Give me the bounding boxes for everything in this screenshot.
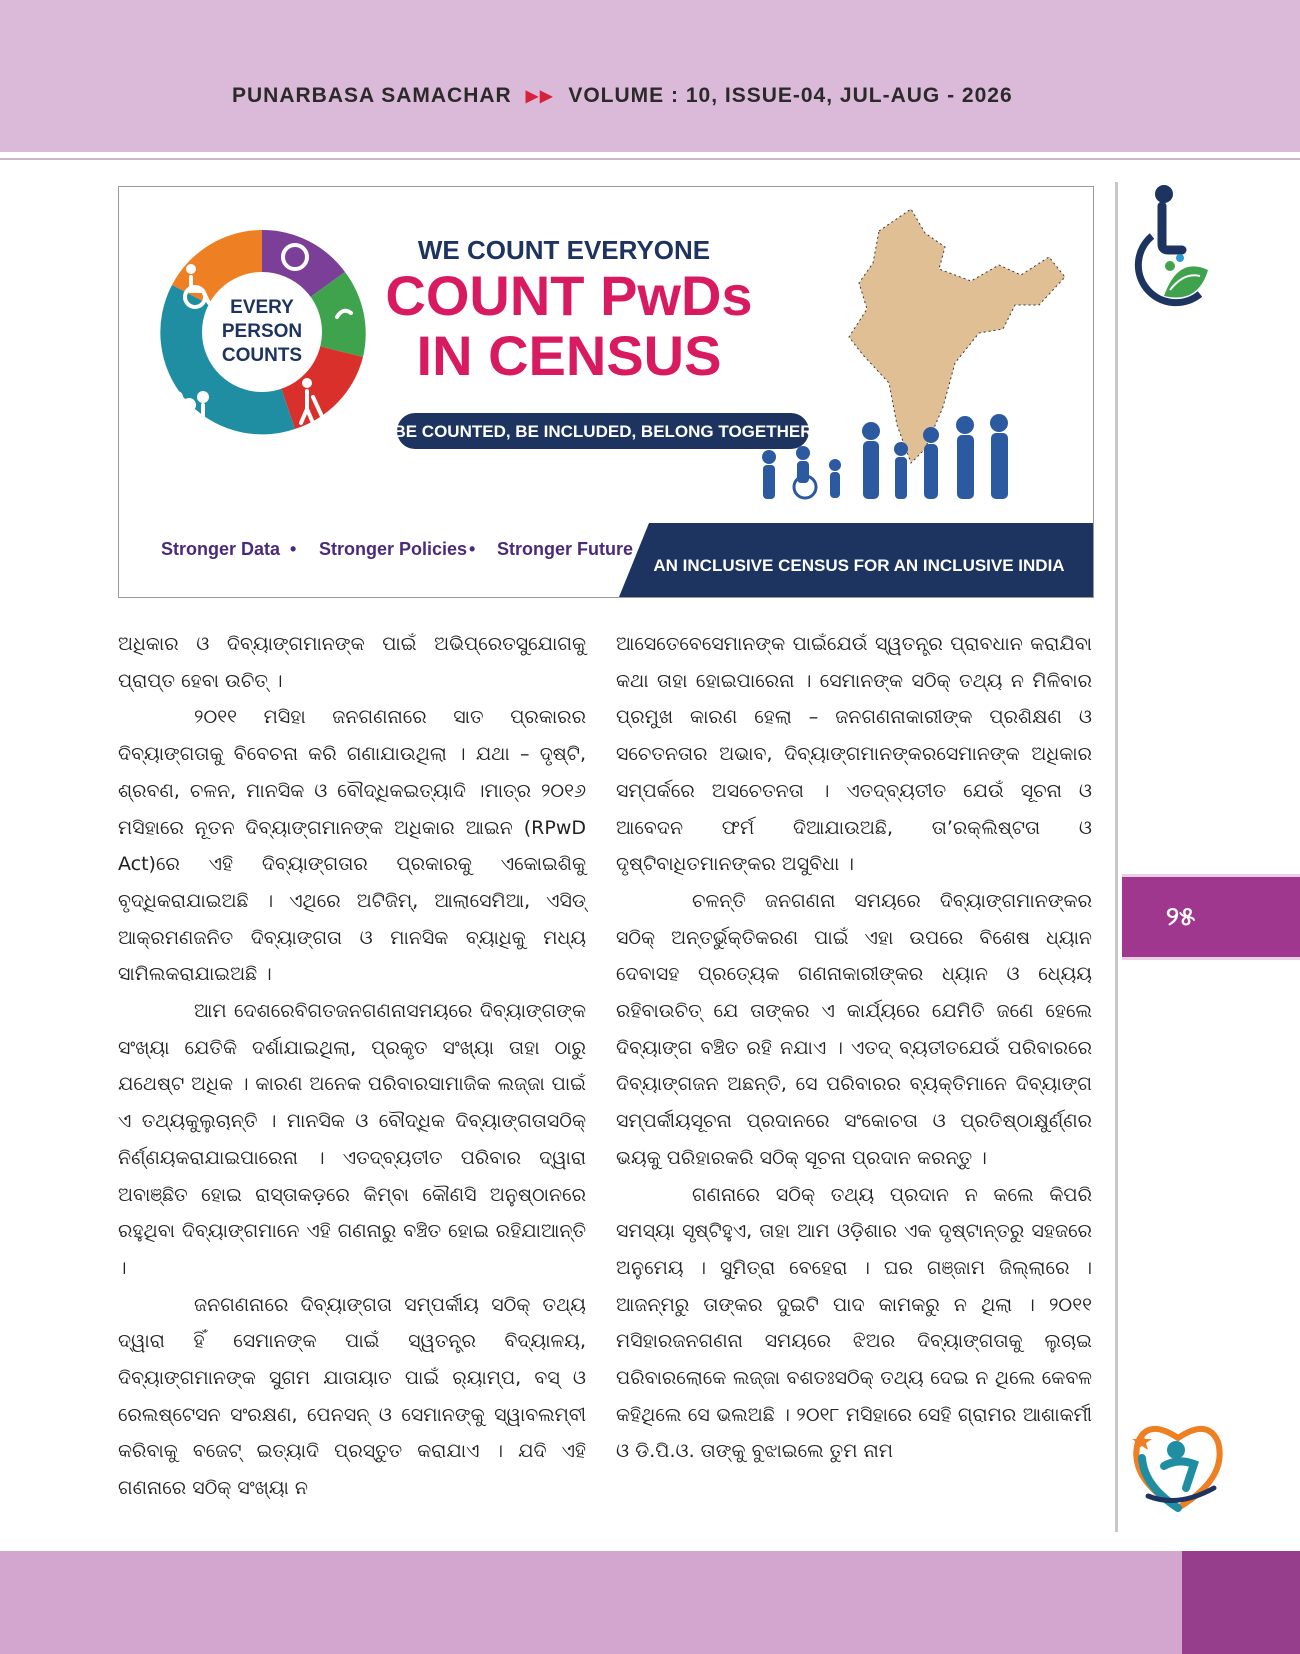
paragraph: ଆସେତେବେସେମାନଙ୍କ ପାଇଁଯେଉଁ ସ୍ୱତନ୍ତ୍ର ପ୍ରାବଧାନ କରାଯିବା କଥା ତାହା ହୋଇପାରେନା । ସେମାନଙ୍କ ସଠିକ୍ ତଥ୍ୟ ନ ମିଳିବାର ପ୍ରମୁଖ କାରଣ ହେଲା – ଜନଗଣନାକାରୀଙ୍କ ପ୍ରଶିକ୍ଷଣ ଓ ସଚେତନତାର ଅଭାବ, ଦିବ୍ୟାଙ୍ଗମାନଙ୍କରସେମାନଙ୍କ ଅଧିକାର ସମ୍ପର୍କରେ ଅସଚେତନତା । ଏତଦ୍‌ବ୍ୟତୀତ ଯେଉଁ ସୂଚନା ଓ ଆବେଦନ ଫର୍ମ ଦିଆଯାଉଅଛି, ତା’ରକ୍ଲିଷ୍ଟତା ଓ ଦୃଷ୍ଟିବାଧିତମାନଙ୍କର ଅସୁବିଧା । (616, 633, 1092, 876)
article-left-column (118, 626, 586, 1507)
disability-logo-icon (1134, 184, 1216, 324)
banner-tag-data: Stronger Data (161, 539, 281, 559)
header-divider (0, 152, 1300, 160)
banner-bullet-2: • (469, 539, 476, 559)
banner-headline-line2: IN CENSUS (416, 324, 722, 387)
inclusion-logo-icon (1128, 1408, 1228, 1516)
paragraph: ୨୦୧୧ ମସିହା ଜନଗଣନାରେ ସାତ ପ୍ରକାରର ଦିବ୍ୟାଙ୍ଗତାକୁ ବିବେଚନା କରି ଗଣାଯାଉଥିଲା । ଯଥା – ଦୃଷ୍ଟି, ଶ୍ରବଣ, ଚଳନ, ମାନସିକ ଓ ବୌଦ୍ଧିକଇତ୍ୟାଦି ।ମାତ୍ର ୨୦୧୬ ମସିହାରେ ନୂତନ ଦିବ୍ୟାଙ୍ଗମାନଙ୍କ ଅଧିକାର ଆଇନ (RPwD Act)ରେ ଏହି ଦିବ୍ୟାଙ୍ଗତାର ପ୍ରକାରକୁ ଏକୋଇଶିକୁ ବୃଦ୍ଧିକରାଯାଇଅଛି । ଏଥିରେ ଅଟିଜିମ୍, ଆଲାସେମିଆ, ଏସିଡ୍ ଆକ୍ରମଣଜନିତ ଦିବ୍ୟାଙ୍ଗତା ଓ ମାନସିକ ବ୍ୟାଧିକୁ ମଧ୍ୟ ସାମିଲକରାଯାଇଅଛି । (118, 706, 586, 986)
banner-tag-future: Stronger Future (497, 539, 634, 559)
banner-tag-policies: Stronger Policies (319, 539, 468, 559)
issue-info: VOLUME : 10, ISSUE-04, JUL-AUG - 2026 (568, 84, 1013, 107)
running-header (232, 84, 1013, 108)
page-header (0, 0, 1300, 152)
page-footer-accent (1182, 1551, 1300, 1654)
publication-name: PUNARBASA SAMACHAR (232, 84, 512, 107)
banner-pill: BE COUNTED, BE INCLUDED, BELONG TOGETHER (393, 422, 813, 441)
banner-headline-line1: COUNT PwDs (385, 264, 753, 327)
wheel-text-line1: EVERY (230, 297, 294, 318)
banner-kicker: WE COUNT EVERYONE (417, 235, 711, 265)
wheel-text-line3: COUNTS (221, 345, 303, 366)
census-banner (118, 186, 1094, 598)
wheel-text-line2: PERSON (221, 321, 303, 342)
paragraph: ଅଧିକାର ଓ ଦିବ୍ୟାଙ୍ଗମାନଙ୍କ ପାଇଁ ଅଭିପ୍ରେତସୁଯୋଗକୁ ପ୍ରାପ୍ତ ହେବା ଉଚିତ୍ । (118, 633, 586, 692)
margin-divider (1115, 182, 1118, 1532)
paragraph: ଆମ ଦେଶରେବିଗତଜନଗଣନାସମୟରେ ଦିବ୍ୟାଙ୍ଗଙ୍କ ସଂଖ୍ୟା ଯେତିକି ଦର୍ଶାଯାଇଥିଲା, ପ୍ରକୃତ ସଂଖ୍ୟା ତାହା ଠାରୁ ଯଥେଷ୍ଟ ଅଧିକ । କାରଣ ଅନେକ ପରିବାରସାମାଜିକ ଲଜ୍ଜା ପାଇଁ ଏ ତଥ୍ୟକୁଲୁଚାନ୍ତି । ମାନସିକ ଓ ବୌଦ୍ଧିକ ଦିବ୍ୟାଙ୍ଗତାସଠିକ୍ ନିର୍ଣ୍ଣୟକରାଯାଇପାରେନା । ଏତଦ୍‌ବ୍ୟତୀତ ପରିବାର ଦ୍ୱାରା ଅବାଞ୍ଛିତ ହୋଇ ରାସ୍ତାକଡ଼ରେ କିମ୍ବା କୌଣସି ଅନୁଷ୍ଠାନରେ ରହୁଥିବା ଦିବ୍ୟାଙ୍ଗମାନେ ଏହି ଗଣନାରୁ ବଞ୍ଚିତ ହୋଇ ରହିଯାଆନ୍ତି । (118, 1000, 586, 1279)
paragraph: ଚଳନ୍ତି ଜନଗଣନା ସମୟରେ ଦିବ୍ୟାଙ୍ଗମାନଙ୍କର ସଠିକ୍ ଅନ୍ତର୍ଭୁକ୍ତିକରଣ ପାଇଁ ଏହା ଉପରେ ବିଶେଷ ଧ୍ୟାନ ଦେବାସହ ପ୍ରତ୍ୟେକ ଗଣନାକାରୀଙ୍କର ଧ୍ୟାନ ଓ ଧ୍ୟେୟ ରହିବାଉଚିତ୍ ଯେ ତାଙ୍କର ଏ କାର୍ଯ୍ୟରେ ଯେମିତି ଜଣେ ହେଲେ ଦିବ୍ୟାଙ୍ଗ ବଞ୍ଚିତ ରହି ନଯାଏ । ଏତଦ୍ ବ୍ୟତୀତଯେଉଁ ପରିବାରରେ ଦିବ୍ୟାଙ୍ଗଜନ ଅଛନ୍ତି, ସେ ପରିବାରର ବ୍ୟକ୍ତିମାନେ ଦିବ୍ୟାଙ୍ଗ ସମ୍ପର୍କୀୟସୂଚନା ପ୍ରଦାନରେ ସଂକୋଚତା ଓ ପ୍ରତିଷ୍ଠାକ୍ଷୁର୍ଣ୍ଣର ଭୟକୁ ପରିହାରକରି ସଠିକ୍ ସୂଚନା ପ୍ରଦାନ କରନ୍ତୁ । (616, 889, 1092, 1169)
article-right-column (616, 626, 1092, 1470)
paragraph: ଗଣନାରେ ସଠିକ୍ ତଥ୍ୟ ପ୍ରଦାନ ନ କଲେ କିପରି ସମସ୍ୟା ସୃଷ୍ଟିହୁଏ, ତାହା ଆମ ଓଡ଼ିଶାର ଏକ ଦୃଷ୍ଟାନ୍ତରୁ ସହଜରେ ଅନୁମେୟ । ସୁମିତ୍ରା ବେହେରା । ଘର ଗଞ୍ଜାମ ଜିଲ୍ଲାରେ । ଆଜନ୍ମରୁ ତାଙ୍କର ଦୁଇଟି ପାଦ କାମକରୁ ନ ଥିଲା । ୨୦୧୧ ମସିହାରଜନଗଣନା ସମୟରେ ଝିଅର ଦିବ୍ୟାଙ୍ଗତାକୁ ଲୁଚାଇ ପରିବାରଲୋକେ ଲଜ୍ଜା ବଶତଃସଠିକ୍ ତଥ୍ୟ ଦେଇ ନ ଥିଲେ କେବଳ କହିଥିଲେ ସେ ଭଲଅଛି । ୨୦୧୮ ମସିହାରେ ସେହି ଗ୍ରାମର ଆଶାକର୍ମୀ ଓ ଡି.ପି.ଓ. ତାଙ୍କୁ ବୁଝାଇଲେ ତୁମ ନାମ (616, 1183, 1092, 1463)
banner-graphic (119, 187, 1093, 597)
page-number-tab: ୨୫ (1122, 874, 1300, 960)
banner-bullet-1: • (290, 539, 297, 559)
paragraph: ଜନଗଣନାରେ ଦିବ୍ୟାଙ୍ଗତା ସମ୍ପର୍କୀୟ ସଠିକ୍ ତଥ୍ୟ ଦ୍ୱାରା ହିଁ ସେମାନଙ୍କ ପାଇଁ ସ୍ୱତନ୍ତ୍ର ବିଦ୍ୟାଳୟ, ଦିବ୍ୟାଙ୍ଗମାନଙ୍କ ସୁଗମ ଯାତାୟାତ ପାଇଁ ର୍‍ୟାମ୍ପ, ବସ୍ ଓ ରେଲଷ୍ଟେସନ ସଂରକ୍ଷଣ, ପେନସନ୍ ଓ ସେମାନଙ୍କୁ ସ୍ୱାବଲମ୍ବୀ କରିବାକୁ ବଜେଟ୍ ଇତ୍ୟାଦି ପ୍ରସ୍ତୁତ କରାଯାଏ । ଯଦି ଏହି ଗଣନାରେ ସଠିକ୍ ସଂଖ୍ୟା ନ (118, 1293, 586, 1500)
header-arrows-icon: ▶▶ (525, 88, 555, 105)
banner-footer-bar: AN INCLUSIVE CENSUS FOR AN INCLUSIVE INDIA (653, 556, 1065, 575)
page-footer (0, 1551, 1182, 1654)
